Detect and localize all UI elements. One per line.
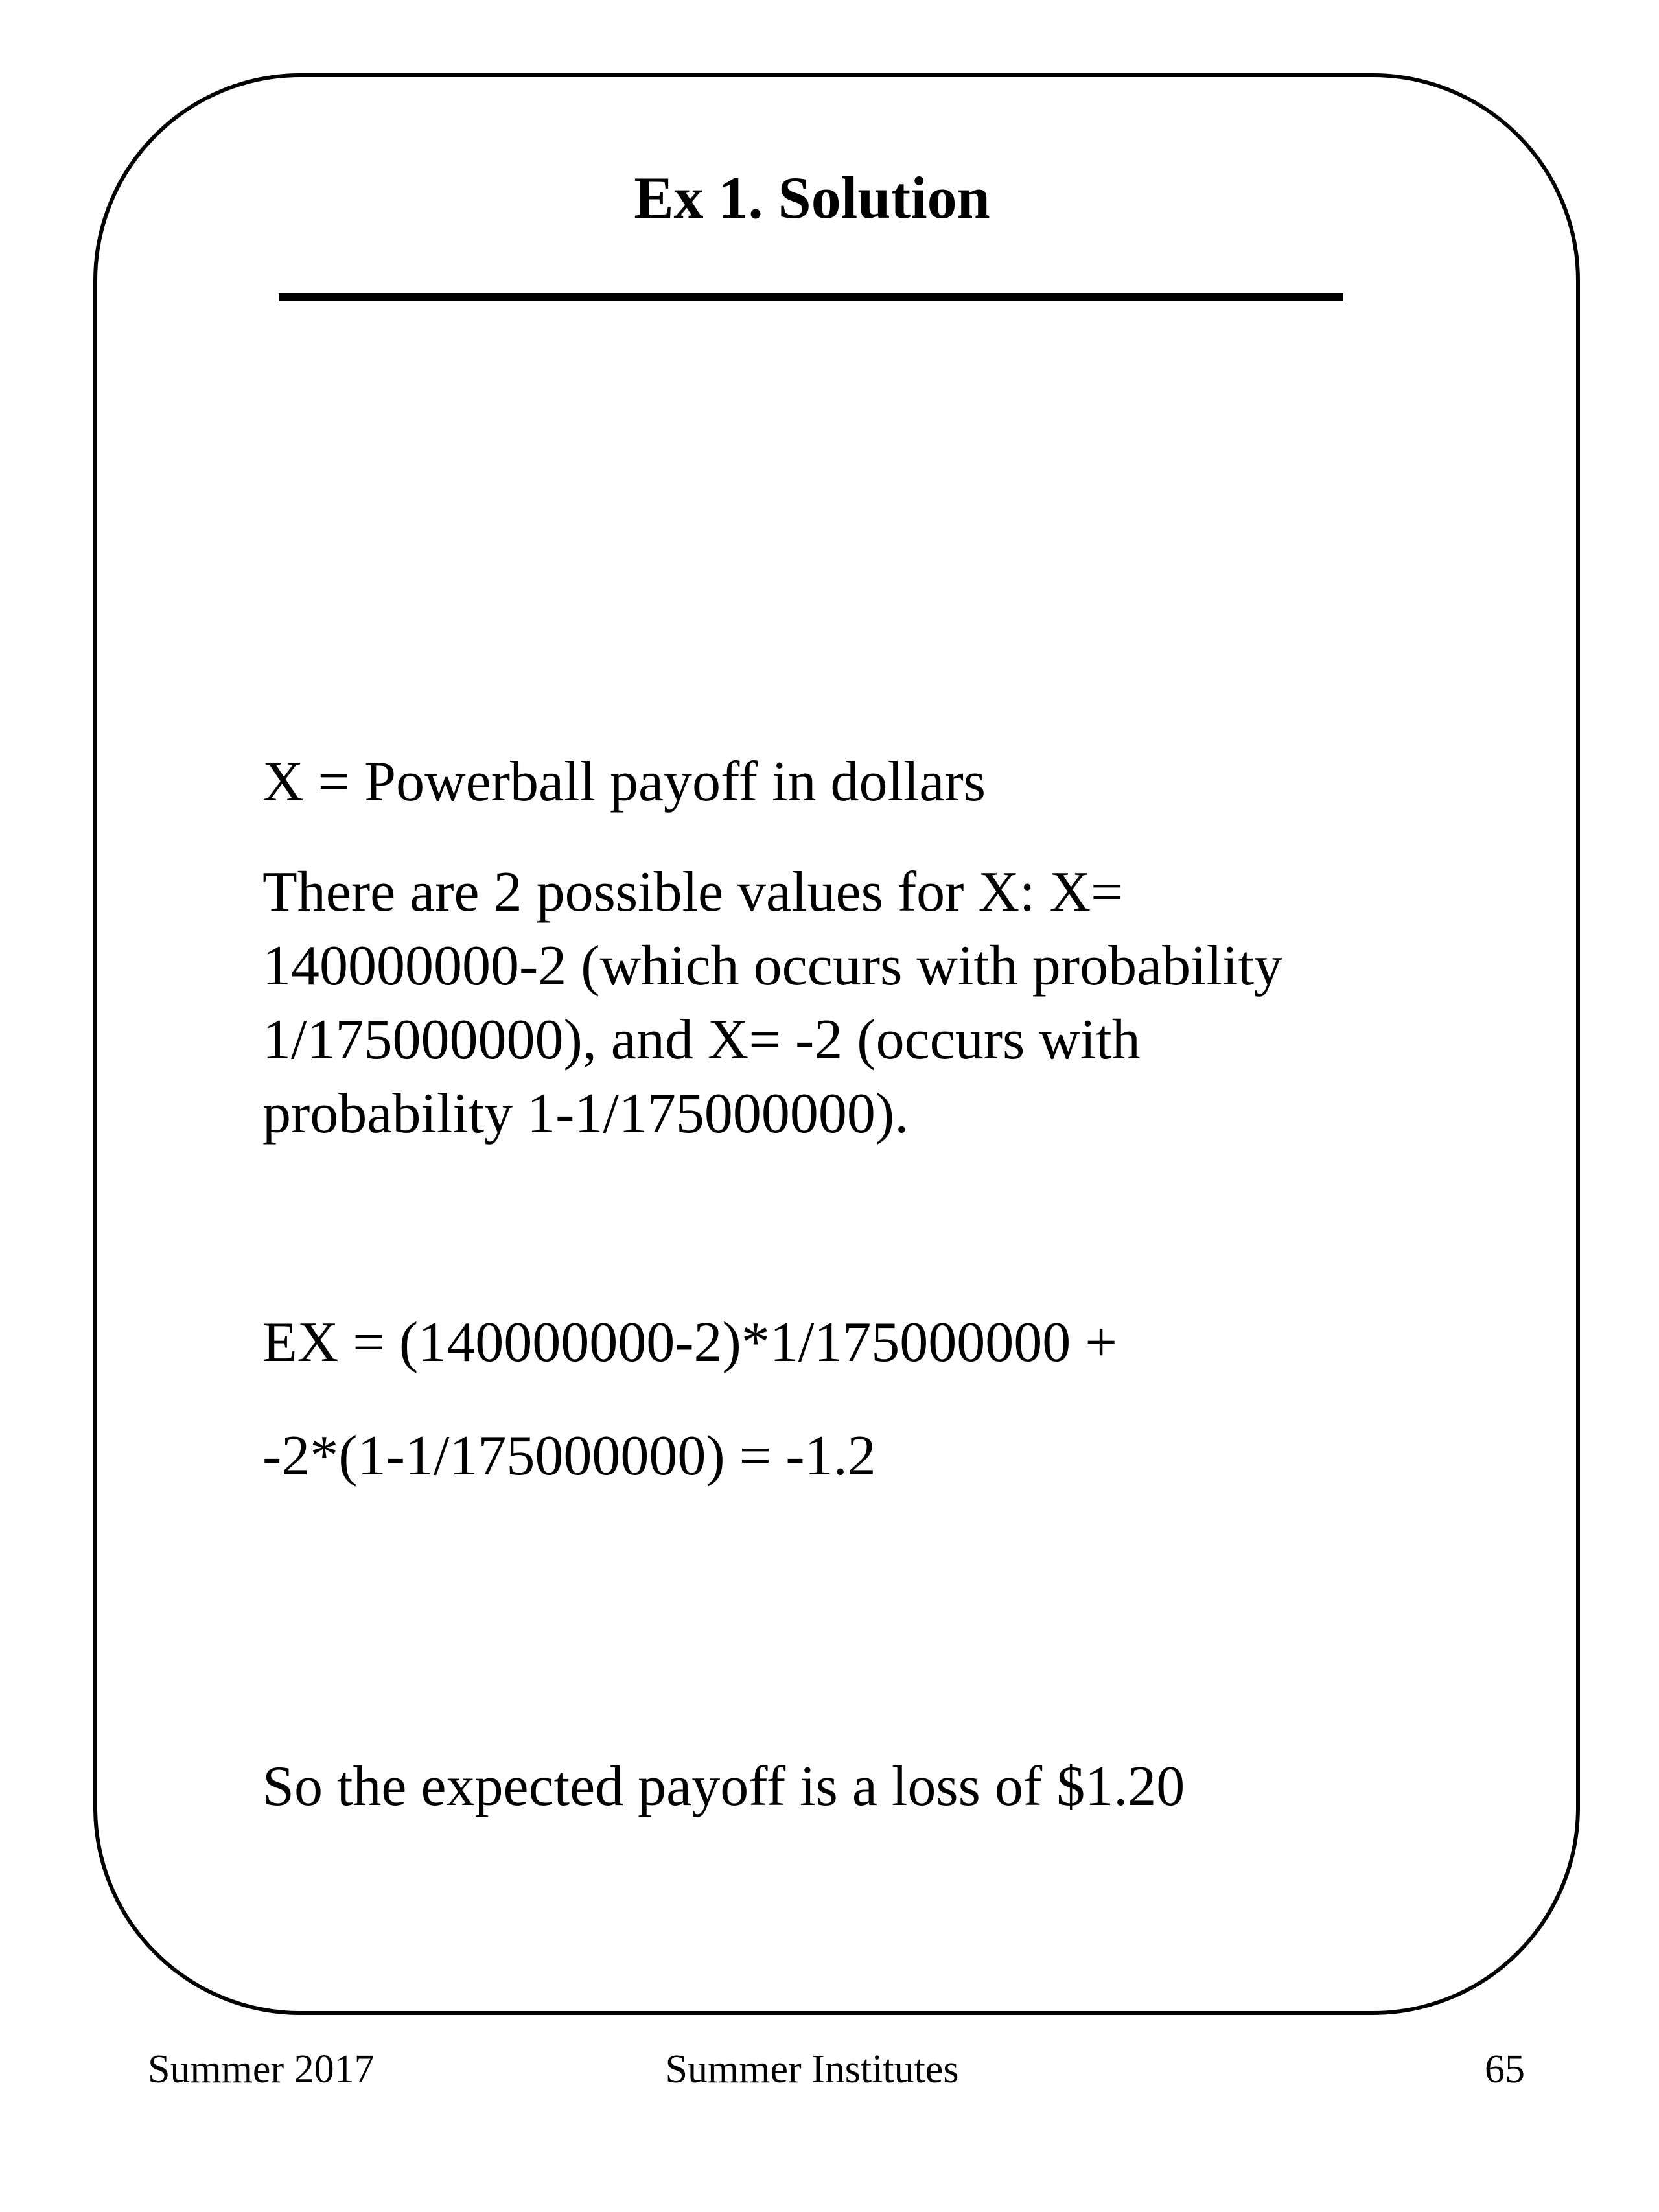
expectation-formula-line-1: EX = (140000000-2)*1/175000000 + — [262, 1311, 1117, 1374]
footer-date: Summer 2017 — [148, 2047, 375, 2091]
slide-title: Ex 1. Solution — [634, 165, 990, 231]
footer-institution: Summer Institutes — [665, 2047, 959, 2091]
conclusion-text: So the expected payoff is a loss of $1.20 — [262, 1755, 1185, 1818]
expectation-formula-line-2: -2*(1-1/175000000) = -1.2 — [262, 1425, 876, 1487]
variable-definition: X = Powerball payoff in dollars — [262, 751, 986, 813]
possible-values-line-2: 140000000-2 (which occurs with probability — [262, 935, 1282, 997]
title-underline — [279, 293, 1343, 301]
possible-values-line-1: There are 2 possible values for X: X= — [262, 861, 1123, 924]
possible-values-line-3: 1/175000000), and X= -2 (occurs with — [262, 1008, 1141, 1071]
page-number: 65 — [1485, 2047, 1525, 2091]
possible-values-line-4: probability 1-1/175000000). — [262, 1082, 909, 1145]
